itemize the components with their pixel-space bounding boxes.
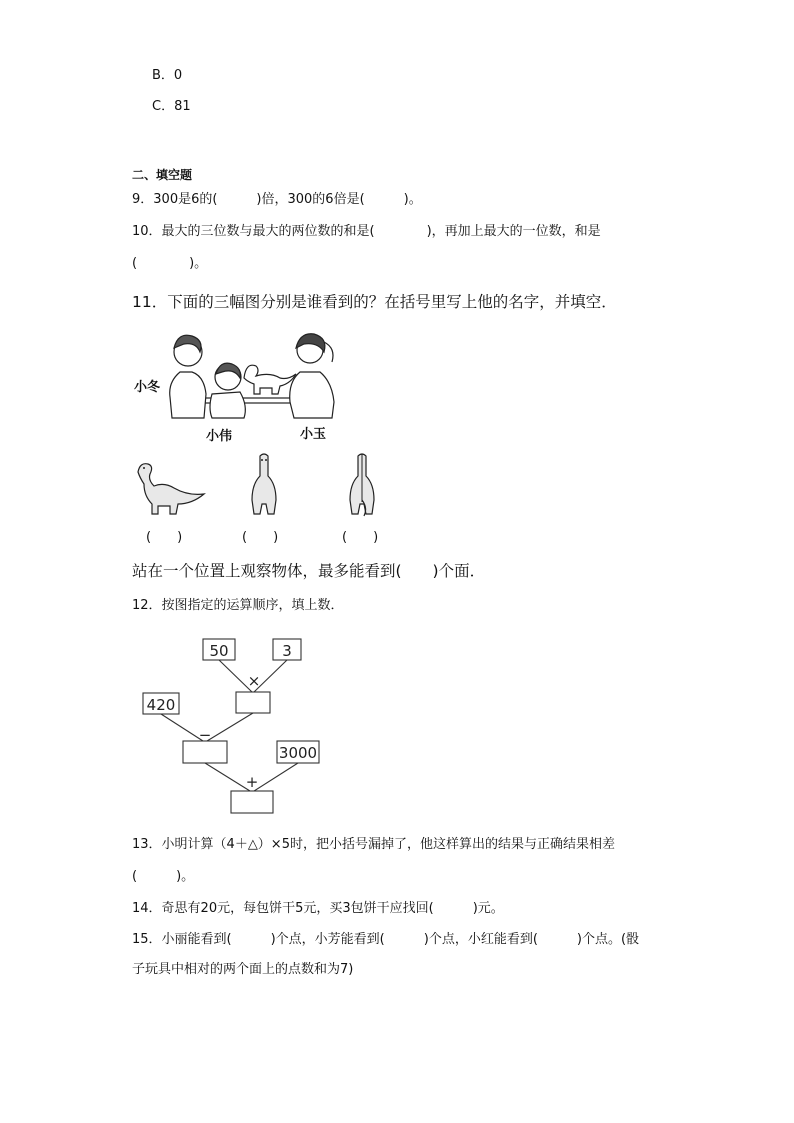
name-xiaodong: 小冬 — [134, 380, 161, 395]
answer-paren-1: ( ) — [146, 530, 183, 545]
operator-plus: + — [245, 773, 259, 791]
question-14: 14．奇思有20元，每包饼干5元，买3包饼干应找回( )元。 — [132, 901, 504, 916]
question-10-line-1: 10．最大的三位数与最大的两位数的和是( )，再加上最大的一位数，和是 — [132, 224, 601, 239]
section-title: 二、填空题 — [132, 168, 193, 182]
question-13-line-1: 13．小明计算（4＋△）×5时，把小括号漏掉了，他这样算出的结果与正确结果相差 — [132, 837, 615, 852]
value-420: 420 — [146, 696, 176, 714]
question-9: 9．300是6的( )倍，300的6倍是( )。 — [132, 192, 422, 207]
question-11: 11．下面的三幅图分别是谁看到的？在括号里写上他的名字，并填空． — [132, 293, 617, 311]
box-product — [236, 692, 270, 713]
question-15-line-1: 15．小丽能看到( )个点，小芳能看到( )个点，小红能看到( )个点。(骰 — [132, 932, 640, 947]
question-12: 12．按图指定的运算顺序，填上数． — [132, 598, 344, 613]
operator-multiply: × — [247, 672, 261, 690]
question-15-line-2: 子玩具中相对的两个面上的点数和为7) — [132, 962, 354, 977]
operator-minus: − — [198, 726, 212, 744]
option-c: C．81 — [152, 99, 191, 114]
name-xiaowei: 小伟 — [206, 429, 233, 444]
question-11-fill: 站在一个位置上观察物体，最多能看到( )个面． — [132, 562, 486, 580]
value-3: 3 — [282, 642, 292, 660]
value-3000: 3000 — [278, 744, 318, 762]
box-sum — [231, 791, 273, 813]
answer-paren-2: ( ) — [242, 530, 279, 545]
answer-paren-3: ( ) — [342, 530, 379, 545]
option-b: B．0 — [152, 68, 183, 83]
box-difference — [183, 741, 227, 763]
name-xiaoyu: 小玉 — [300, 427, 327, 442]
value-50: 50 — [209, 642, 229, 660]
question-10-line-2: ( )。 — [132, 256, 208, 271]
question-13-line-2: ( )。 — [132, 869, 195, 884]
